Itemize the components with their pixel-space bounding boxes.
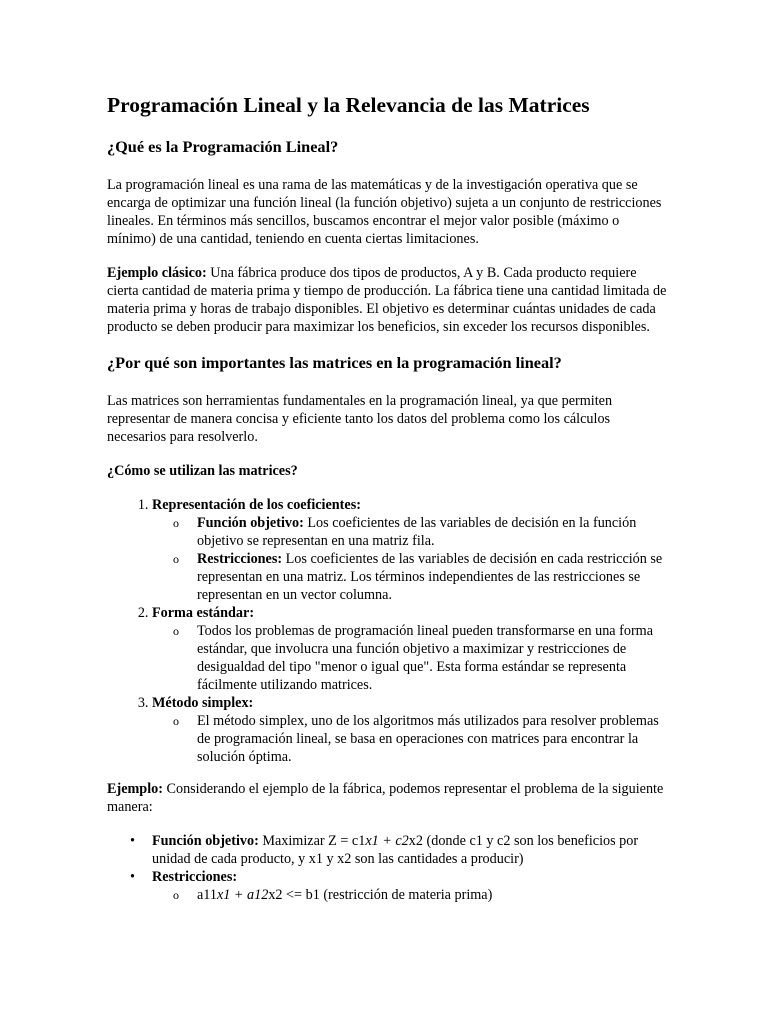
sub-list-item [197,514,667,550]
objective-text-a: Maximizar Z = c1 [258,833,366,849]
factory-example-text: Considerando el ejemplo de la fábrica, podemos representar el problema de la siguiente manera: [107,781,664,815]
classic-example-text: Una fábrica produce dos tipos de productos, A y B. Cada producto requiere cierta cantidad de materia prima y tiempo de producción. La fábrica tiene una cantidad limitada de materia prima y horas de trabajo disponibles. El objetivo es determinar cuántas unidades de cada producto se deben producir para maximizar los beneficios, sin exceder los recursos disponibles. [107,265,667,335]
classic-example-paragraph [107,264,667,336]
restriction-text-c: x2 <= b1 (restricción de materia prima) [268,887,493,903]
formulation-list [107,832,667,904]
list-item [152,604,667,694]
subheading-how-used: ¿Cómo se utilizan las matrices? [107,463,298,479]
section-heading-what-is: ¿Qué es la Programación Lineal? [107,137,339,156]
factory-example-label: Ejemplo: [107,781,163,797]
factory-example-paragraph [107,780,667,816]
sub-item-text: Los coeficientes de las variables de decisión en la función objetivo se representan en una matriz fila. [197,515,637,549]
classic-example-label: Ejemplo clásico: [107,265,207,281]
objective-label: Función objetivo: [152,833,259,849]
document-title: Programación Lineal y la Relevancia de las Matrices [107,93,590,117]
restriction-text-a: a11 [197,887,217,903]
list-item [152,496,667,604]
list-item [152,868,667,904]
list-item [152,694,667,766]
section-heading-why-matrices: ¿Por qué son importantes las matrices en la programación lineal? [107,353,562,372]
sub-item-text: Todos los problemas de programación lineal pueden transformarse en una forma estándar, que involucra una función objetivo a maximizar y restricciones de desigualdad del tipo "menor o igual que". Esta forma estándar se representa fácilmente utilizando matrices. [197,623,654,693]
sub-list-item [197,622,667,694]
sub-list-item [197,886,667,904]
sub-list [152,622,667,694]
sub-list [152,886,667,904]
restriction-text-b: x1 + a12 [216,887,269,903]
document-page [107,92,667,904]
sub-item-label: Restricciones: [197,551,283,567]
sub-list-item [197,550,667,604]
sub-list [152,514,667,604]
sub-item-text: Los coeficientes de las variables de decisión en cada restricción se representan en una matriz. Los términos independientes de las restricciones se representan en un vector columna. [197,551,663,603]
list-item-label: Forma estándar: [152,605,255,621]
usage-list [107,496,667,766]
sub-list-item [197,712,667,766]
matrices-paragraph: Las matrices son herramientas fundamentales en la programación lineal, ya que permiten representar de manera concisa y eficiente tanto los datos del problema como los cálculos necesarios para resolverlo. [107,393,613,445]
sub-list [152,712,667,766]
list-item-label: Representación de los coeficientes: [152,497,361,513]
objective-text-b: x1 + c2 [365,833,409,849]
intro-paragraph: La programación lineal es una rama de las matemáticas y de la investigación operativa que se encarga de optimizar una función lineal (la función objetivo) sujeta a un conjunto de restricciones lineales. En términos más sencillos, buscamos encontrar el mejor valor posible (máximo o mínimo) de una cantidad, teniendo en cuenta ciertas limitaciones. [107,177,662,247]
list-item-label: Método simplex: [152,695,254,711]
sub-item-label: Función objetivo: [197,515,304,531]
sub-item-text: El método simplex, uno de los algoritmos más utilizados para resolver problemas de programación lineal, se basa en operaciones con matrices para encontrar la solución óptima. [197,713,659,765]
objective-text-c: x2 (donde c1 y c2 son los beneficios por unidad de cada producto, y x1 y x2 son las cantidades a producir) [152,833,639,867]
list-item [152,832,667,868]
restrictions-label: Restricciones: [152,869,238,885]
